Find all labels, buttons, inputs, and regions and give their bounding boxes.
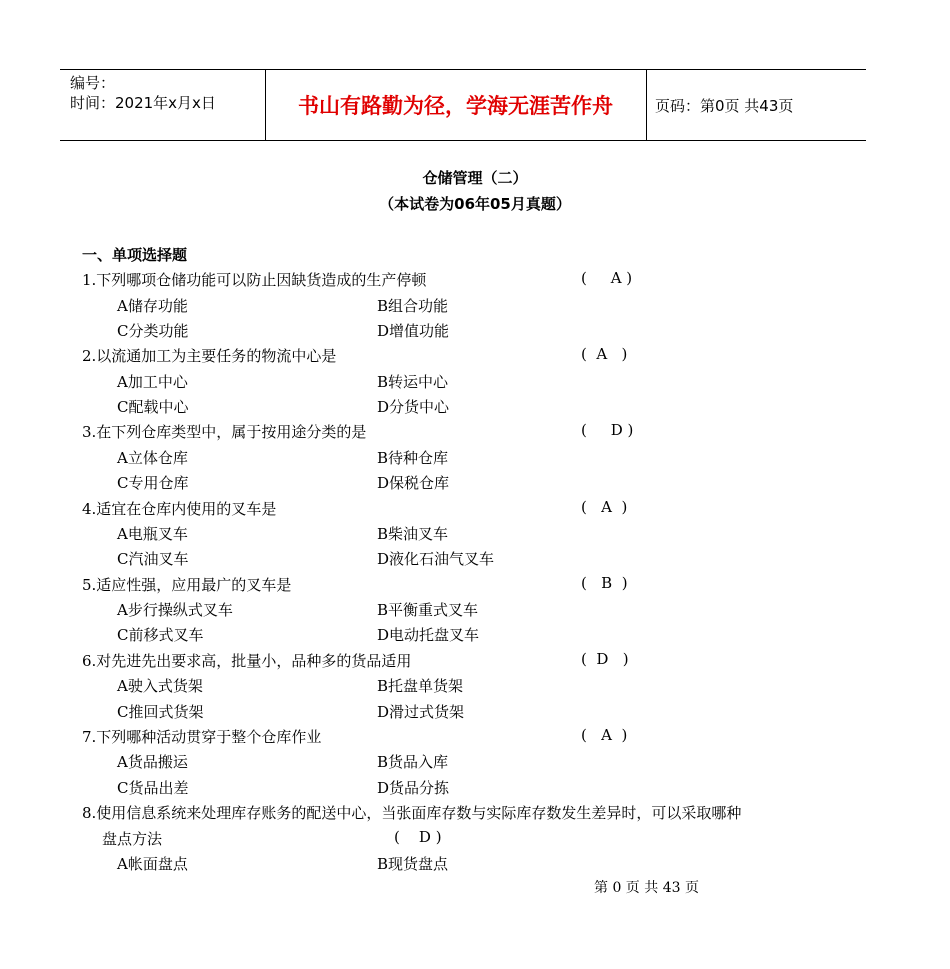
option-item: A加工中心 [117, 373, 188, 391]
question-text: 2.以流通加工为主要任务的物流中心是 [82, 347, 337, 365]
header-left [70, 73, 216, 113]
option-item: A电瓶叉车 [117, 525, 188, 543]
question-answer: ( A ) [581, 498, 628, 516]
option-item: B柴油叉车 [377, 525, 449, 543]
option-item: B货品入库 [377, 753, 449, 771]
number-label: 编号： [70, 74, 116, 92]
question-answer: ( A ) [581, 269, 633, 287]
header-page-info: 页码：第0页 共43页 [655, 96, 794, 115]
option-item: A立体仓库 [117, 449, 188, 467]
option-item: B组合功能 [377, 297, 449, 315]
question-text: 4.适宜在仓库内使用的叉车是 [82, 500, 277, 518]
question-answer: ( A ) [581, 726, 628, 744]
question-text: 8.使用信息系统来处理库存账务的配送中心，当张面库存数与实际库存数发生差异时，可以采取哪种 [82, 804, 742, 822]
header-motto: 书山有路勤为径，学海无涯苦作舟 [298, 94, 613, 118]
page-footer: 第 0 页 共 43 页 [594, 880, 699, 896]
question-answer: ( B ) [581, 574, 628, 592]
option-item: D保税仓库 [377, 474, 450, 492]
question-text-continued: 盘点方法 [102, 830, 163, 848]
option-item: C货品出差 [117, 779, 189, 797]
option-item: D滑过式货架 [377, 703, 465, 721]
option-item: A驶入式货架 [117, 677, 203, 695]
doc-title: 仓储管理（二） [422, 169, 528, 187]
option-item: C配载中心 [117, 398, 189, 416]
option-item: D液化石油气叉车 [377, 550, 495, 568]
header-divider-right [646, 70, 647, 140]
option-item: A帐面盘点 [117, 855, 188, 873]
header-table [60, 69, 866, 141]
question-text: 7.下列哪种活动贯穿于整个仓库作业 [82, 728, 322, 746]
option-item: B转运中心 [377, 373, 449, 391]
option-item: A步行操纵式叉车 [117, 601, 233, 619]
option-item: B现货盘点 [377, 855, 449, 873]
option-item: D分货中心 [377, 398, 450, 416]
option-item: B待种仓库 [377, 449, 449, 467]
question-text: 1.下列哪项仓储功能可以防止因缺货造成的生产停顿 [82, 271, 427, 289]
doc-subtitle: （本试卷为06年05月真题） [379, 195, 571, 213]
option-item: D电动托盘叉车 [377, 626, 480, 644]
option-item: C推回式货架 [117, 703, 204, 721]
option-item: A货品搬运 [117, 753, 188, 771]
option-item: B托盘单货架 [377, 677, 464, 695]
option-item: C分类功能 [117, 322, 189, 340]
question-answer: ( A ) [581, 345, 628, 363]
time-label: 时间：2021年x月x日 [70, 94, 216, 112]
question-answer: ( D ) [581, 421, 634, 439]
question-text: 5.适应性强，应用最广的叉车是 [82, 576, 292, 594]
option-item: B平衡重式叉车 [377, 601, 479, 619]
section-title: 一、单项选择题 [82, 246, 188, 264]
question-text: 3.在下列仓库类型中，属于按用途分类的是 [82, 423, 367, 441]
option-item: A储存功能 [117, 297, 188, 315]
question-answer: ( D ) [581, 650, 629, 668]
question-answer: ( D ) [394, 828, 442, 846]
option-item: C专用仓库 [117, 474, 189, 492]
option-item: C汽油叉车 [117, 550, 189, 568]
question-text: 6.对先进先出要求高，批量小，品种多的货品适用 [82, 652, 412, 670]
option-item: C前移式叉车 [117, 626, 204, 644]
option-item: D货品分拣 [377, 779, 450, 797]
option-item: D增值功能 [377, 322, 450, 340]
